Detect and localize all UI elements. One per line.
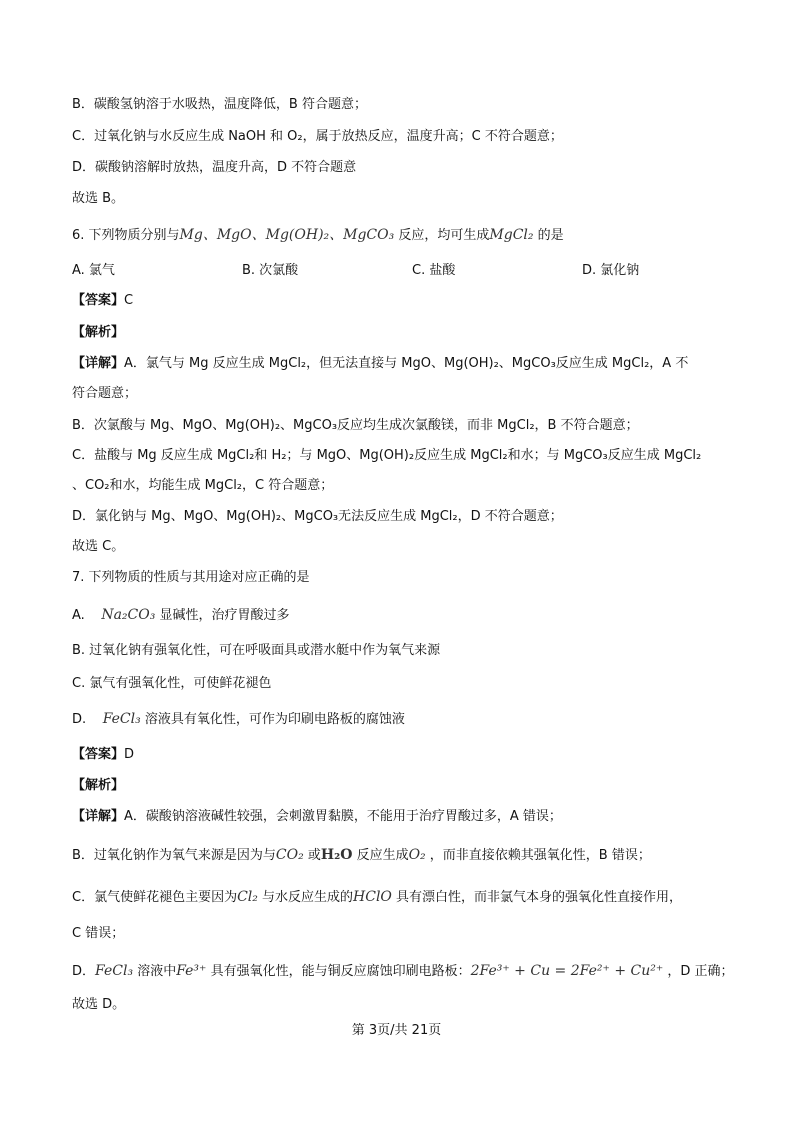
q7-detail-line-b: B．过氧化钠作为氧气来源是因为与CO₂ 或H₂O 反应生成O₂ ，而非直接依赖其强氧化性，B 错误； [72, 847, 651, 863]
q7-option-a-math: Na₂CO₃ [101, 607, 156, 623]
q7-answer-tag: 【答案】 [72, 747, 125, 762]
q7-detail-line-c-cont: C 错误； [72, 926, 125, 941]
q6-stem-mid: 反应，均可生成 [394, 228, 490, 243]
q6-stem-end: 的是 [533, 228, 564, 243]
q6-analysis-tag: 【解析】 [72, 325, 125, 340]
q6-answer [72, 292, 133, 310]
q6-detail-line-2: 符合题意； [72, 386, 138, 401]
q7-stem: 7. 下列物质的性质与其用途对应正确的是 [72, 570, 310, 585]
prev-line-c: C．过氧化钠与水反应生成 NaOH 和 O₂，属于放热反应，温度升高；C 不符合题意； [72, 129, 563, 144]
q6-conclusion: 故选 C。 [72, 539, 125, 554]
q7-hclo-math: HClO [353, 889, 392, 905]
q6-stem-start: 6. 下列物质分别与 [72, 228, 180, 243]
prev-line-b: B．碳酸氢钠溶于水吸热，温度降低，B 符合题意； [72, 97, 367, 112]
prev-conclusion: 故选 B。 [72, 191, 125, 206]
q6-detail-line-6: D．氯化钠与 Mg、MgO、Mg(OH)₂、MgCO₃无法反应生成 MgCl₂，D 不符合题意； [72, 509, 563, 524]
q6-option-b: B. 次氯酸 [242, 263, 299, 278]
q7-h2o-math: H₂O [320, 847, 353, 863]
page-footer: 第 3页/共 21页 [351, 1023, 442, 1038]
q6-product-math: MgCl₂ [489, 227, 534, 243]
q6-detail-line-3: B．次氯酸与 Mg、MgO、Mg(OH)₂、MgCO₃反应均生成次氯酸镁，而非 MgCl₂，B 不符合题意； [72, 418, 639, 433]
q6-detail-line-5: 、CO₂和水，均能生成 MgCl₂，C 符合题意； [72, 478, 334, 493]
q6-stem [72, 226, 564, 245]
q7-analysis-tag: 【解析】 [72, 778, 125, 793]
q7-detail-tag: 【详解】 [72, 809, 125, 824]
q7-fe3-math: Fe³⁺ [176, 963, 207, 979]
prev-line-d: D．碳酸钠溶解时放热，温度升高，D 不符合题意 [72, 160, 357, 175]
q7-answer [72, 746, 134, 764]
q6-detail-line-4: C．盐酸与 Mg 反应生成 MgCl₂和 H₂；与 MgO、Mg(OH)₂反应生成 MgCl₂和水；与 MgCO₃反应生成 MgCl₂ [72, 448, 702, 463]
q6-answer-tag: 【答案】 [72, 293, 125, 308]
q6-detail-line-1: 【详解】A．氯气与 Mg 反应生成 MgCl₂，但无法直接与 MgO、Mg(OH)₂、MgCO₃反应生成 MgCl₂，A 不 [72, 356, 689, 371]
q7-detail-line-d: D．FeCl₃ 溶液中Fe³⁺ 具有强氧化性，能与铜反应腐蚀印刷电路板：2Fe³⁺ + Cu = 2Fe²⁺ + Cu²⁺ ，D 正确； [72, 963, 734, 979]
q6-option-d: D. 氯化钠 [582, 263, 640, 278]
q6-detail-tag: 【详解】 [72, 356, 125, 371]
q7-option-d: D. FeCl₃ 溶液具有氧化性，可作为印刷电路板的腐蚀液 [72, 711, 405, 727]
q7-o2-math: O₂ [408, 847, 426, 863]
q7-fecl3-math: FeCl₃ [95, 963, 134, 979]
q7-cl2-math: Cl₂ [237, 889, 258, 905]
q7-answer-value: D [124, 747, 135, 762]
q7-conclusion: 故选 D。 [72, 997, 126, 1012]
q7-option-a: A. Na₂CO₃ 显碱性，治疗胃酸过多 [72, 607, 290, 623]
q7-option-d-math: FeCl₃ [102, 711, 141, 727]
q6-answer-value: C [124, 293, 134, 308]
q7-option-b: B. 过氧化钠有强氧化性，可在呼吸面具或潜水艇中作为氧气来源 [72, 643, 441, 658]
q6-option-a: A. 氯气 [72, 263, 115, 278]
q7-detail-line-a: 【详解】A．碳酸钠溶液碱性较强，会刺激胃黏膜，不能用于治疗胃酸过多，A 错误； [72, 809, 562, 824]
q7-co2-math: CO₂ [275, 847, 304, 863]
q6-reactants-math: Mg、MgO、Mg(OH)₂、MgCO₃ [179, 227, 395, 243]
q7-option-c: C. 氯气有强氧化性，可使鲜花褪色 [72, 676, 272, 691]
q7-equation-math: 2Fe³⁺ + Cu = 2Fe²⁺ + Cu²⁺ [470, 963, 664, 979]
q7-detail-line-c: C．氯气使鲜花褪色主要因为Cl₂ 与水反应生成的HClO 具有漂白性，而非氯气本身的强氧化性直接作用， [72, 889, 683, 905]
q6-option-c: C. 盐酸 [412, 263, 456, 278]
